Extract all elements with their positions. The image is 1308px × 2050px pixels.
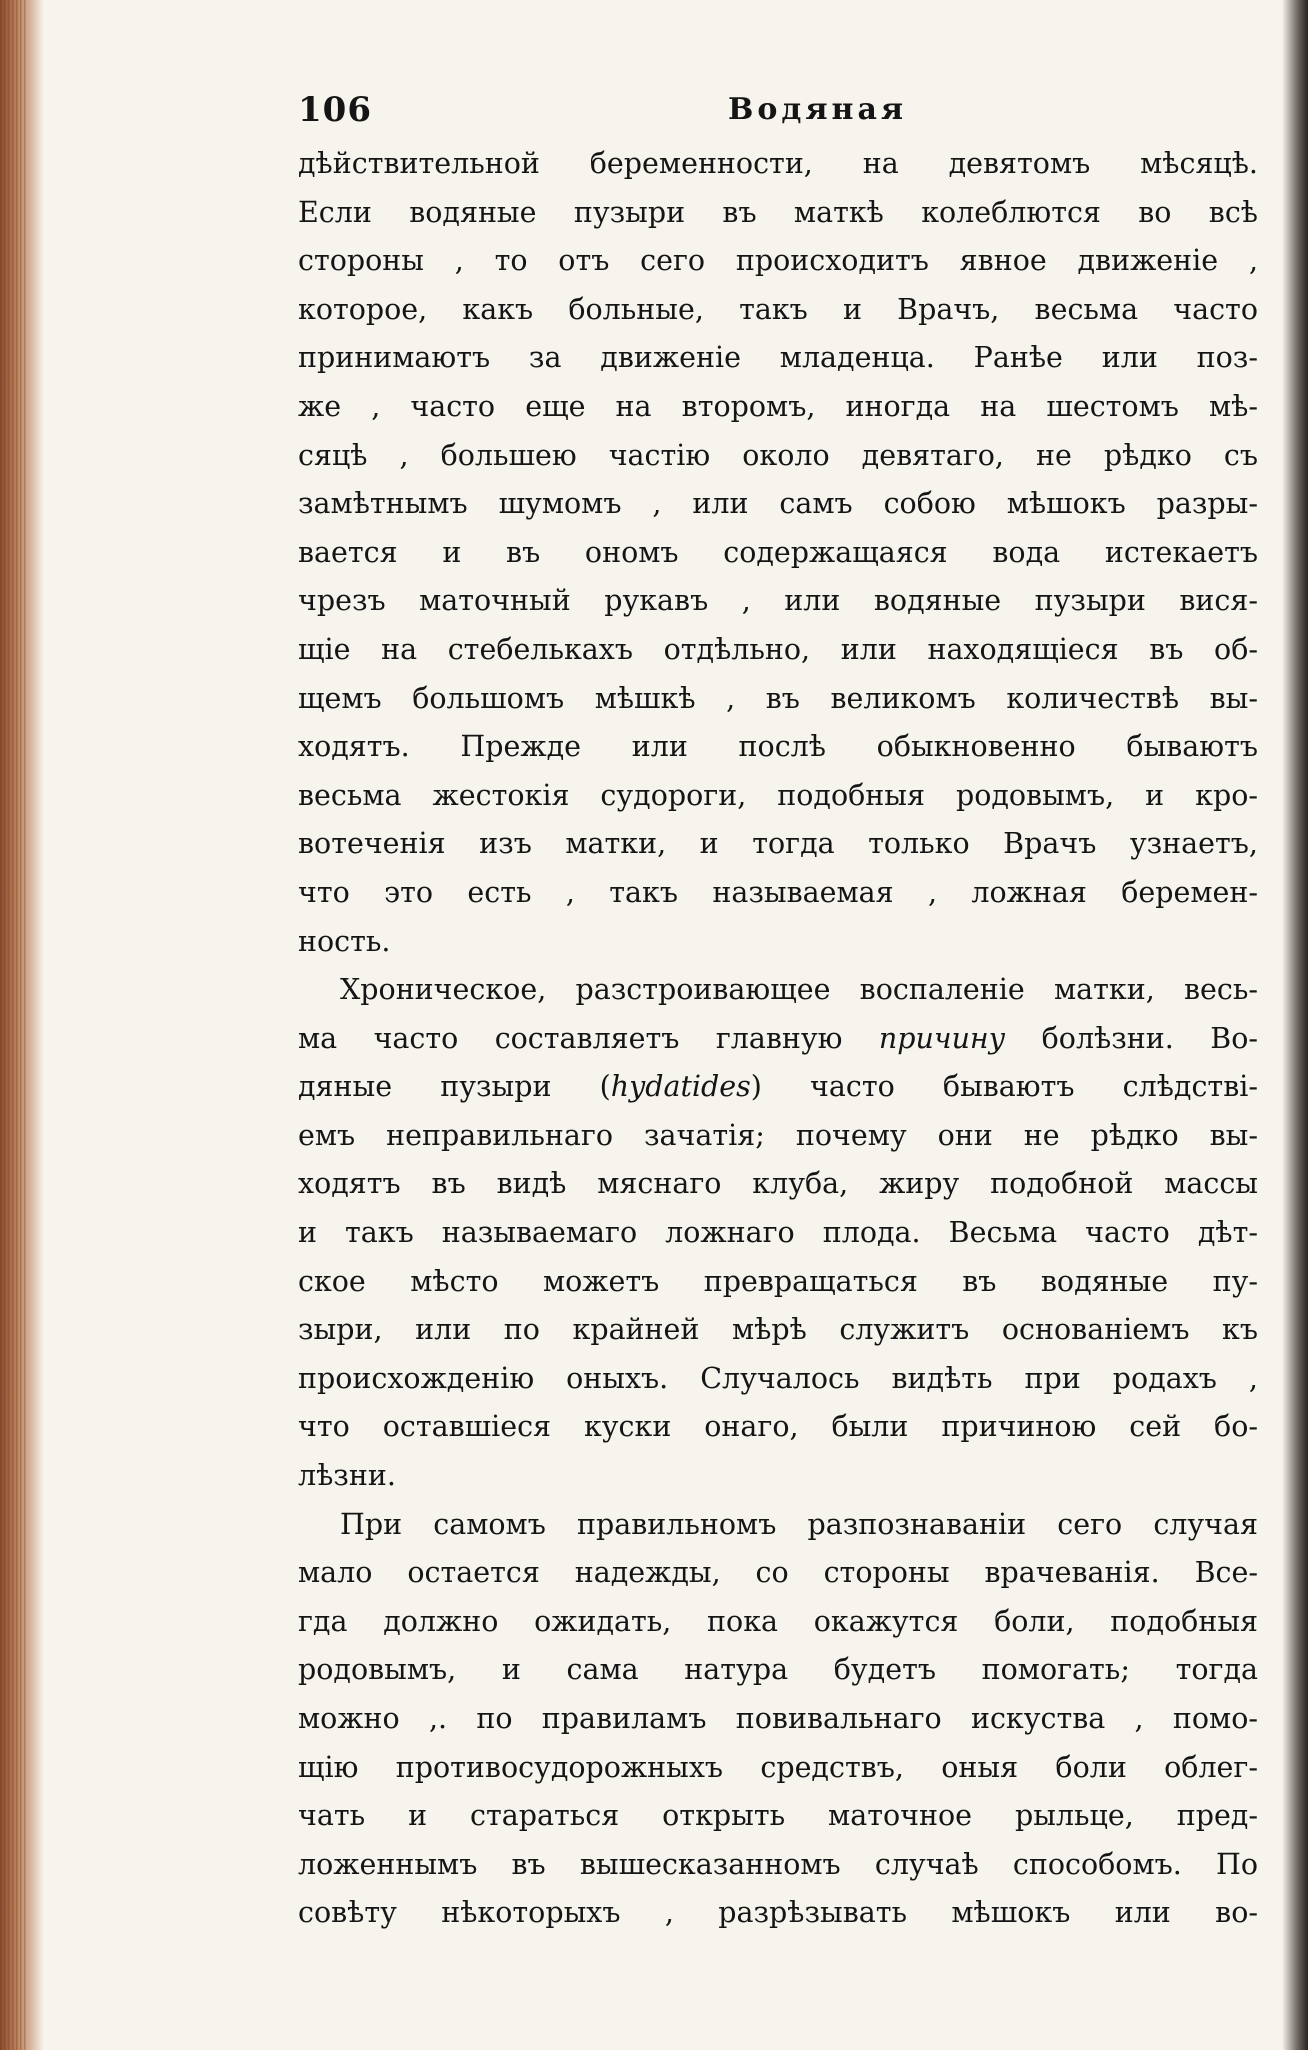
text-line: совѣту нѣкоторыхъ , разрѣзывать мѣшокъ или во- — [298, 1896, 1258, 1930]
text-line: замѣтнымъ шумомъ , или самъ собою мѣшокъ разры- — [298, 487, 1258, 521]
page-body — [298, 140, 1258, 1938]
text-line: При самомъ правильномъ разпознаваніи сего случая — [340, 1507, 1258, 1541]
text-line: щію противосудорожныхъ средствъ, оныя боли облег- — [298, 1750, 1258, 1784]
text-line-with-italic — [298, 1015, 1258, 1064]
text-line: вотеченія изъ матки, и тогда только Врачъ узнаетъ, — [298, 827, 1258, 861]
text-line: стороны , то отъ сего происходитъ явное движеніе , — [298, 244, 1258, 278]
text-line: Хроническое, разстроивающее воспаленіе матки, весь- — [340, 973, 1258, 1007]
text-line: и такъ называемаго ложнаго плода. Весьма часто дѣт- — [298, 1216, 1258, 1250]
text-line: что оставшіеся куски онаго, были причиною сей бо- — [298, 1410, 1258, 1444]
text-line: лѣзни. — [298, 1459, 396, 1493]
text-line: можно ,. по правиламъ повивальнаго искуства , помо- — [298, 1702, 1258, 1735]
text-fragment: дяные пузыри ( — [298, 1070, 611, 1104]
text-line: весьма жестокія судороги, подобныя родовымъ, и кро- — [298, 778, 1258, 812]
text-fragment: болѣзни. Во- — [1041, 1021, 1258, 1055]
text-line: сяцѣ , большею частію около девятаго, не рѣдко съ — [298, 438, 1258, 472]
text-fragment: ) часто бываютъ слѣдстві- — [750, 1070, 1258, 1104]
text-line: чрезъ маточный рукавъ , или водяные пузыри вися- — [298, 584, 1258, 618]
page-right-edge — [1282, 0, 1308, 2050]
text-line: емъ неправильнаго зачатія; почему они не рѣдко вы- — [298, 1118, 1258, 1152]
text-fragment: ма часто составляетъ главную — [298, 1021, 843, 1055]
text-line: что это есть , такъ называемая , ложная беремен- — [298, 875, 1258, 909]
text-line: зыри, или по крайней мѣрѣ служитъ основаніемъ къ — [298, 1313, 1258, 1347]
italic-word: причину — [878, 1021, 1006, 1055]
text-line: родовымъ, и сама натура будетъ помогать; тогда — [298, 1653, 1258, 1687]
text-line: которое, какъ больные, такъ и Врачъ, весьма часто — [298, 292, 1258, 326]
text-line: ность. — [298, 924, 391, 958]
italic-word: hydatides — [610, 1070, 751, 1104]
text-line: Если водяные пузыри въ маткѣ колеблются во всѣ — [298, 195, 1258, 229]
text-line: ское мѣсто можетъ превращаться въ водяные пу- — [298, 1264, 1258, 1298]
page-header — [298, 90, 1238, 140]
text-line: щіе на стебелькахъ отдѣльно, или находящіеся въ об- — [298, 632, 1258, 666]
text-line: ходятъ. Прежде или послѣ обыкновенно бываютъ — [298, 730, 1258, 764]
running-head: Водяная — [728, 92, 908, 127]
page-edge-texture — [0, 0, 26, 2050]
text-line: гда должно ожидать, пока окажутся боли, подобныя — [298, 1604, 1258, 1638]
text-line: ходятъ въ видѣ мяснаго клуба, жиру подобной массы — [298, 1167, 1258, 1201]
text-line: чать и стараться открыть маточное рыльце, пред- — [298, 1799, 1258, 1833]
text-line: мало остается надежды, со стороны врачеванія. Все- — [298, 1556, 1258, 1590]
text-line: ложеннымъ въ вышесказанномъ случаѣ способомъ. По — [298, 1847, 1258, 1881]
text-line: происхожденію оныхъ. Случалось видѣть при родахъ , — [298, 1361, 1258, 1395]
text-line-with-italic — [298, 1063, 1258, 1112]
text-line: вается и въ ономъ содержащаяся вода истекаетъ — [298, 535, 1258, 569]
text-line: дѣйствительной беременности, на девятомъ мѣсяцѣ. — [298, 147, 1258, 180]
text-line: же , часто еще на второмъ, иногда на шестомъ мѣ- — [298, 389, 1258, 423]
page-number: 106 — [298, 90, 372, 130]
text-line: щемъ большомъ мѣшкѣ , въ великомъ количествѣ вы- — [298, 681, 1258, 715]
text-line: принимаютъ за движеніе младенца. Ранѣе или поз- — [298, 341, 1258, 375]
